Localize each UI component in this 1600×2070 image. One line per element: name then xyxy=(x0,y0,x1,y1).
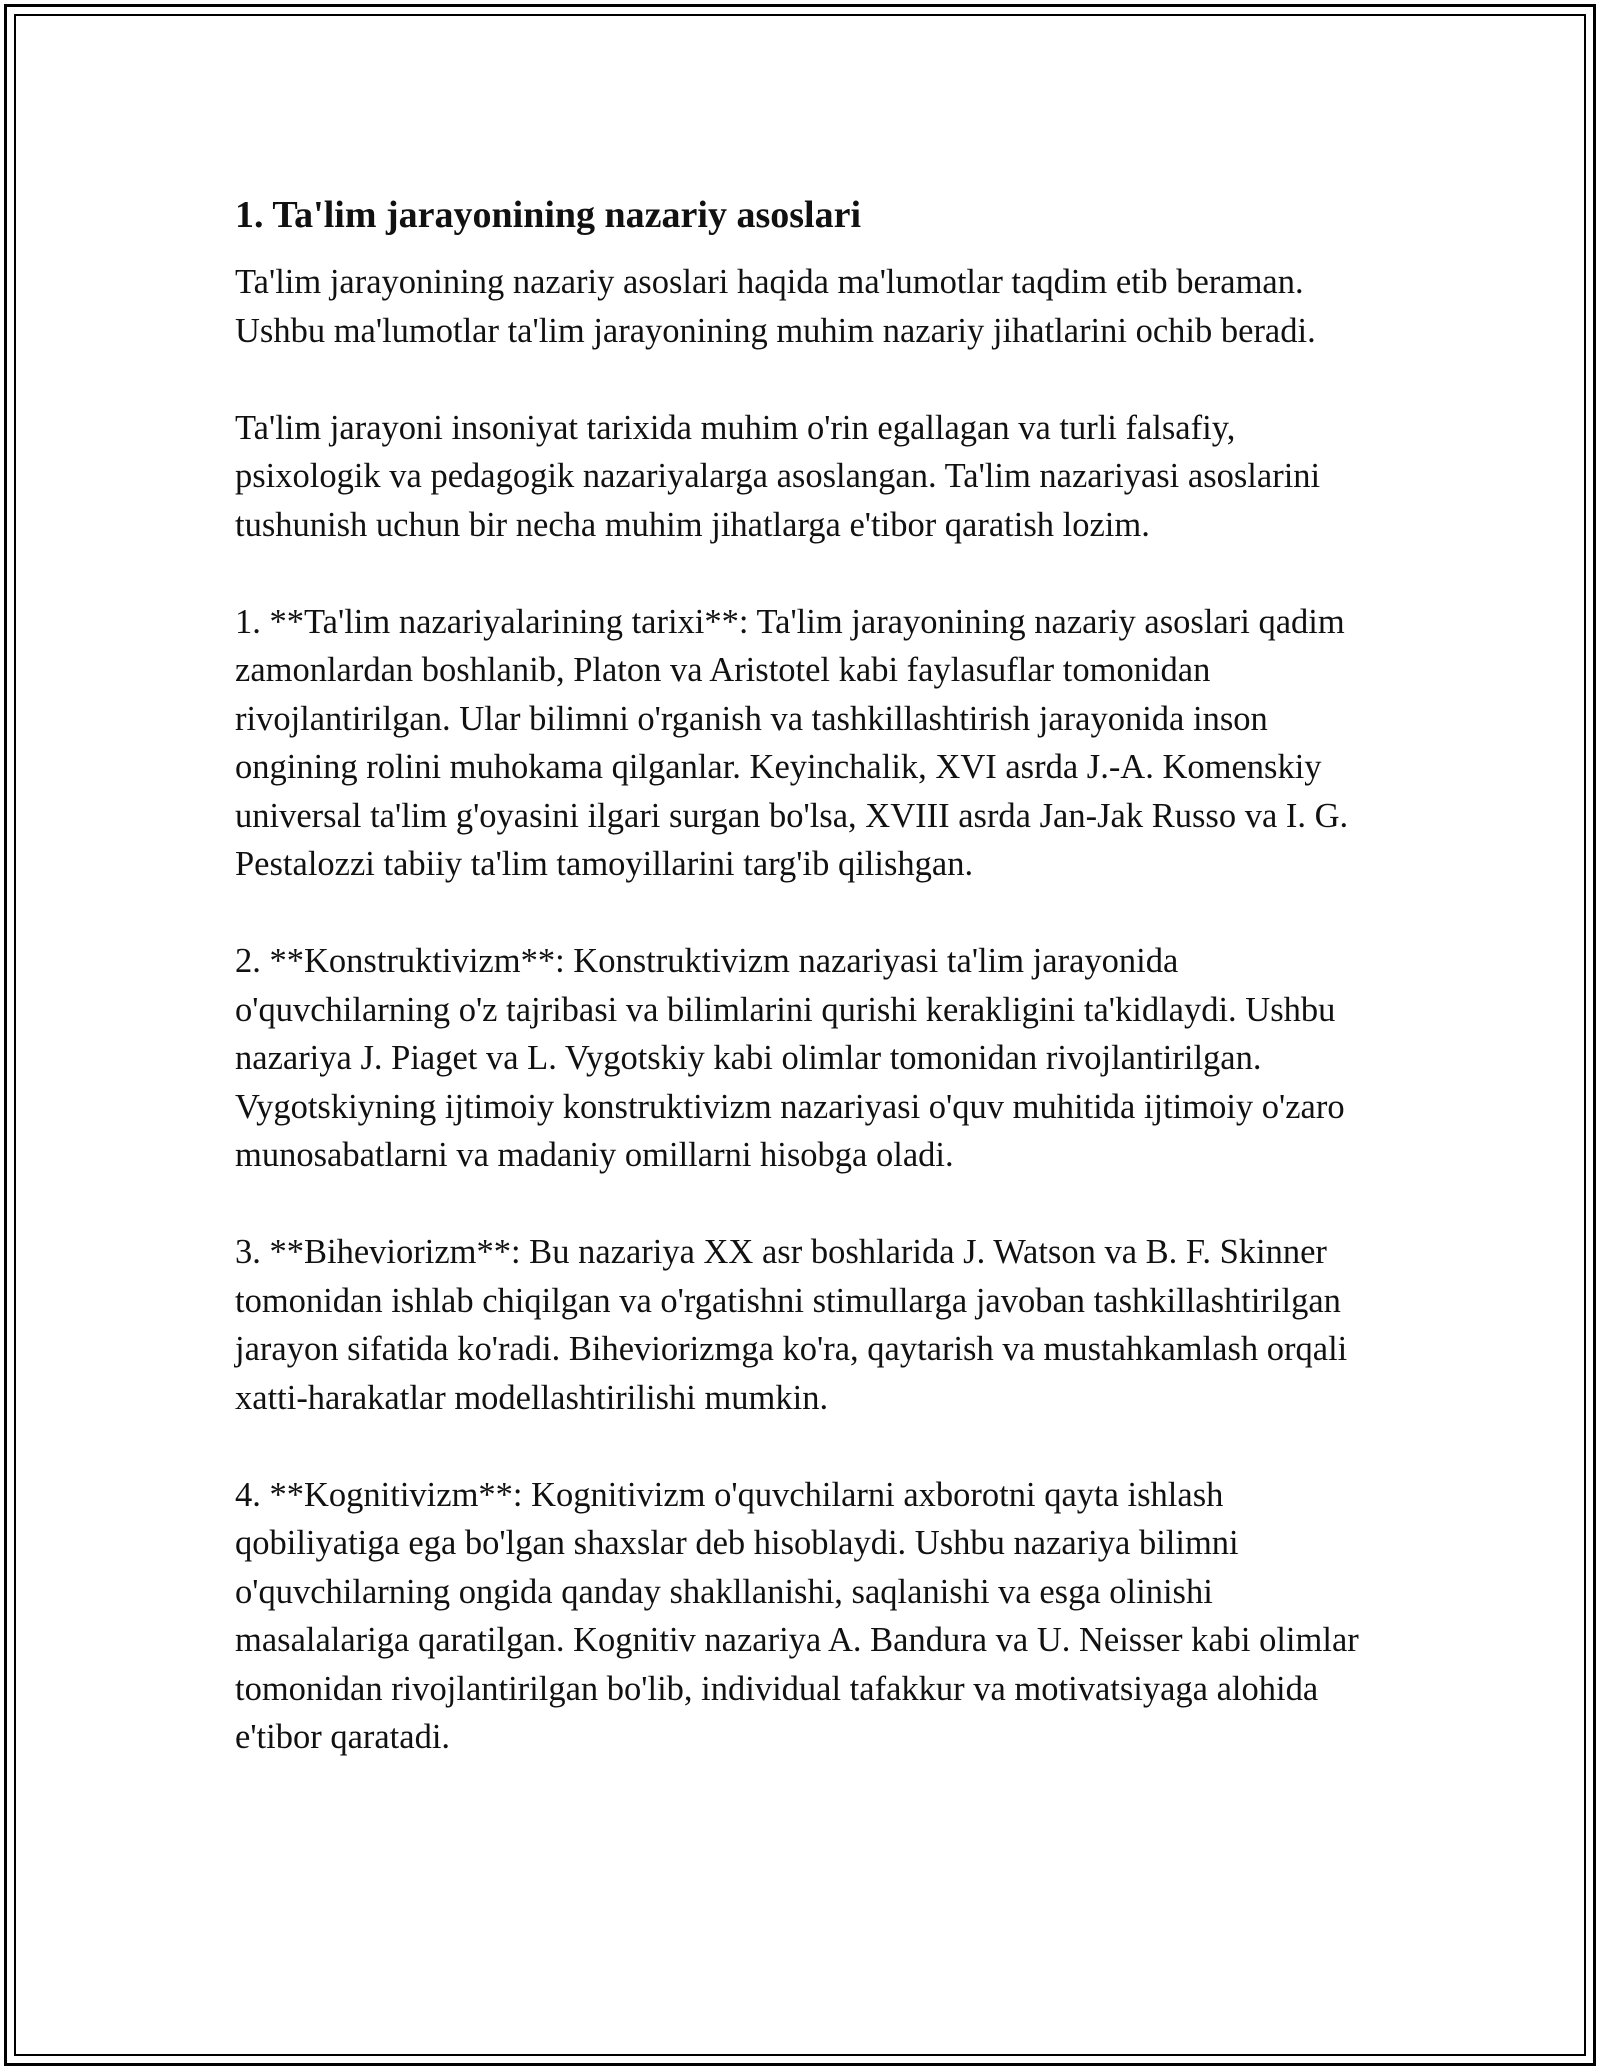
paragraph-intro: Ta'lim jarayonining nazariy asoslari haqida ma'lumotlar taqdim etib beraman. Ushbu ma'lumotlar ta'lim jarayonining muhim nazariy jihatlarini ochib beradi. xyxy=(235,263,1316,350)
paragraph-overview: Ta'lim jarayoni insoniyat tarixida muhim o'rin egallagan va turli falsafiy, psixologik va pedagogik nazariyalarga asoslangan. Ta'lim nazariyasi asoslarini tushunish uchun bir necha muhim jihatlarga e'tibor qaratish lozim. xyxy=(235,408,1321,544)
paragraph-item-cognitivism: 4. **Kognitivizm**: Kognitivizm o'quvchilarni axborotni qayta ishlash qobiliyatiga ega bo'lgan shaxslar deb hisoblaydi. Ushbu nazariya bilimni o'quvchilarning ongida qanday shakllanishi, saqlanishi va esga olinishi masalalariga qaratilgan. Kognitiv nazariya A. Bandura va U. Neisser kabi olimlar tomonidan rivojlantirilgan bo'lib, individual tafakkur va motivatsiyaga alohida e'tibor qaratadi. xyxy=(235,1475,1359,1756)
paragraph-item-history: 1. **Ta'lim nazariyalarining tarixi**: Ta'lim jarayonining nazariy asoslari qadim zamonlardan boshlanib, Platon va Aristotel kabi faylasuflar tomonidan rivojlantirilgan. Ular bilimni o'rganish va tashkillashtirish jarayonida inson ongining rolini muhokama qilganlar. Keyinchalik, XVI asrda J.-A. Komenskiy universal ta'lim g'oyasini ilgari surgan bo'lsa, XVIII asrda Jan-Jak Russo va I. G. Pestalozzi tabiiy ta'lim tamoyillarini targ'ib qilishgan. xyxy=(235,602,1349,883)
paragraph-item-constructivism: 2. **Konstruktivizm**: Konstruktivizm nazariyasi ta'lim jarayonida o'quvchilarning o'z tajribasi va bilimlarini qurishi kerakligini ta'kidlaydi. Ushbu nazariya J. Piaget va L. Vygotskiy kabi olimlar tomonidan rivojlantirilgan. Vygotskiyning ijtimoiy konstruktivizm nazariyasi o'quv muhitida ijtimoiy o'zaro munosabatlarni va madaniy omillarni hisobga oladi. xyxy=(235,942,1345,1174)
paragraph-item-behaviorism: 3. **Biheviorizm**: Bu nazariya XX asr boshlarida J. Watson va B. F. Skinner tomonidan ishlab chiqilgan va o'rgatishni stimullarga javoban tashkillashtirilgan jarayon sifatida ko'radi. Biheviorizmga ko'ra, qaytarish va mustahkamlash orqali xatti-harakatlar modellashtirilishi mumkin. xyxy=(235,1233,1348,1417)
section-heading: 1. Ta'lim jarayonining nazariy asoslari xyxy=(235,194,862,236)
document-body xyxy=(235,187,1375,1762)
